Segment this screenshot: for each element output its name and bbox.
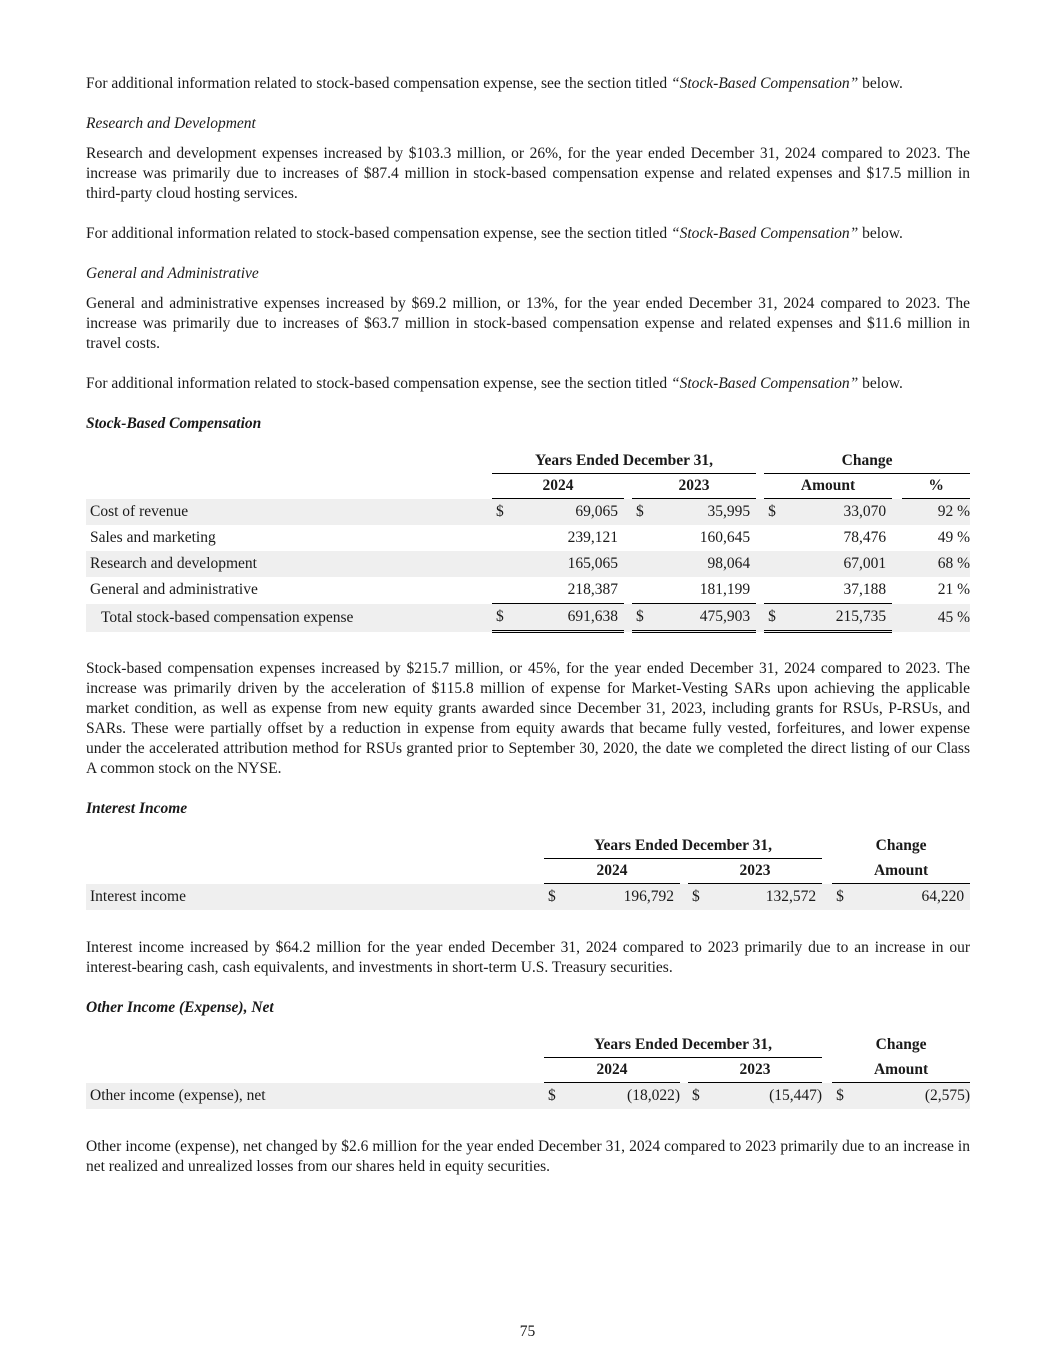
ga-heading: General and Administrative [86, 265, 259, 282]
document-page [86, 74, 970, 1177]
row-label: Sales and marketing [90, 529, 216, 546]
other-col-2024: 2024 [544, 1058, 680, 1083]
interest-header-years: Years Ended December 31, [544, 834, 822, 859]
other-heading: Other Income (Expense), Net [86, 999, 274, 1016]
value-pct: 49 % [937, 529, 971, 546]
value-2023: 35,995 [650, 499, 756, 526]
sbc-reference-paragraph-2: For additional information related to stock-based compensation expense, see the section titled “Stock-Based Compensation” below. [86, 225, 903, 242]
interest-col-2024: 2024 [544, 859, 680, 884]
table-row: Other income (expense), net $ (18,022) $ (15,447) $ (2,575) [86, 1083, 970, 1110]
other-header-row-2 [86, 1058, 970, 1083]
sbc-col-pct: % [902, 474, 970, 499]
page-number: 75 [519, 1323, 536, 1340]
table-row [86, 577, 970, 604]
sbc-header-years: Years Ended December 31, [492, 449, 756, 474]
interest-header-row-2 [86, 859, 970, 884]
sbc-table [86, 449, 970, 633]
table-row-total: Total stock-based compensation expense $ 691,638 $ 475,903 $ 215,735 45 % [86, 604, 970, 632]
sbc-paragraph: Stock-based compensation expenses increased by $215.7 million, or 45%, for the year ended December 31, 2024 compared to 2023. The increase was primarily driven by the acceleration of $115.8 million of expense for Market-Vesting SARs upon achieving the applicable market condition, as well as expense from new equity grants awarded since December 31, 2023, including grants for RSUs, P-RSUs, and SARs. These were partially offset by a reduction in expense from equity awards that became fully vested, forfeitures, and lower expense under the accelerated attribution method for RSUs granted prior to September 30, 2020, the date we completed the direct listing of our Class A common stock on the NYSE. [86, 660, 970, 777]
value-2023: 181,199 [650, 577, 756, 604]
value-pct: 45 % [902, 604, 970, 632]
value-2024: 196,792 [562, 884, 680, 911]
sbc-col-amount: Amount [764, 474, 892, 499]
sbc-reference-text: For additional information related to stock-based compensation expense, see the section titled “Stock-Based Compensation” below. [86, 75, 903, 92]
row-label: Other income (expense), net [86, 1083, 544, 1110]
value-pct: 68 % [902, 551, 970, 577]
interest-col-2023: 2023 [688, 859, 822, 884]
value-amount: 78,476 [843, 529, 887, 546]
value-2024: 218,387 [510, 577, 624, 604]
table-row: Cost of revenue $ 69,065 $ 35,995 $ 33,070 92 % [86, 499, 970, 526]
ga-paragraph: General and administrative expenses increased by $69.2 million, or 13%, for the year ended December 31, 2024 compared to 2023. The increase was primarily due to increases of $63.7 million in stock-based compensation expense and related expenses and $11.6 million in travel costs. [86, 295, 970, 352]
interest-heading: Interest Income [86, 800, 188, 817]
sbc-header-change: Change [764, 449, 970, 474]
rd-paragraph: Research and development expenses increased by $103.3 million, or 26%, for the year ended December 31, 2024 compared to 2023. The increase was primarily due to increases of $87.4 million in stock-based compensation expense and related expenses and $17.5 million in third-party cloud hosting services. [86, 145, 970, 202]
value-amount: 33,070 [782, 499, 892, 526]
section-reference: “Stock-Based Compensation” [670, 75, 859, 92]
other-header-years: Years Ended December 31, [544, 1033, 822, 1058]
interest-paragraph: Interest income increased by $64.2 million for the year ended December 31, 2024 compared to 2023 primarily due to an increase in our interest-bearing cash, cash equivalents, and investments in short-term U.S. Treasury securities. [86, 939, 970, 976]
section-reference: “Stock-Based Compensation” [670, 375, 859, 392]
table-row [86, 551, 970, 577]
value-2023: (15,447) [706, 1083, 822, 1110]
rd-heading: Research and Development [86, 115, 256, 132]
value-amount: (2,575) [850, 1083, 970, 1110]
value-amount: 37,188 [782, 577, 892, 604]
row-label: Total stock-based compensation expense [86, 604, 492, 632]
value-2023: 98,064 [650, 551, 756, 577]
value-2024: (18,022) [562, 1083, 680, 1110]
table-row [86, 525, 970, 551]
sbc-header-row-2 [86, 474, 970, 499]
value-2024: 69,065 [510, 499, 624, 526]
other-header-change: Change [875, 1036, 927, 1054]
value-2024: 239,121 [567, 529, 618, 546]
sbc-col-2024: 2024 [492, 474, 624, 499]
other-paragraph: Other income (expense), net changed by $2.6 million for the year ended December 31, 2024 compared to 2023 primarily due to an increase in net realized and unrealized losses from our shares held in equity securities. [86, 1138, 970, 1175]
value-2023: 160,645 [699, 529, 751, 546]
value-2023: 475,903 [650, 604, 756, 632]
table-row: Interest income $ 196,792 $ 132,572 $ 64,220 [86, 884, 970, 911]
row-label: Research and development [86, 551, 492, 577]
value-pct: 21 % [937, 581, 971, 599]
sbc-reference-paragraph-3: For additional information related to stock-based compensation expense, see the section titled “Stock-Based Compensation” below. [86, 375, 903, 392]
interest-table [86, 834, 970, 910]
row-label: Interest income [86, 884, 544, 911]
row-label: Cost of revenue [86, 499, 492, 526]
sbc-header-row-1 [86, 449, 970, 474]
other-header-row-1 [86, 1033, 970, 1058]
value-pct: 92 % [902, 499, 970, 526]
sbc-heading: Stock-Based Compensation [86, 415, 262, 432]
value-amount: 64,220 [850, 884, 970, 911]
value-2024: 165,065 [510, 551, 624, 577]
interest-header-row-1 [86, 834, 970, 859]
value-amount: 215,735 [782, 604, 892, 632]
other-table [86, 1033, 970, 1109]
other-col-amount: Amount [832, 1058, 970, 1083]
interest-header-change: Change [875, 837, 927, 855]
row-label: General and administrative [90, 581, 258, 599]
sbc-reference-paragraph [86, 74, 970, 94]
value-2023: 132,572 [706, 884, 822, 911]
sbc-col-2023: 2023 [632, 474, 756, 499]
value-2024: 691,638 [510, 604, 624, 632]
other-col-2023: 2023 [688, 1058, 822, 1083]
interest-col-amount: Amount [832, 859, 970, 884]
value-amount: 67,001 [782, 551, 892, 577]
section-reference: “Stock-Based Compensation” [670, 225, 859, 242]
